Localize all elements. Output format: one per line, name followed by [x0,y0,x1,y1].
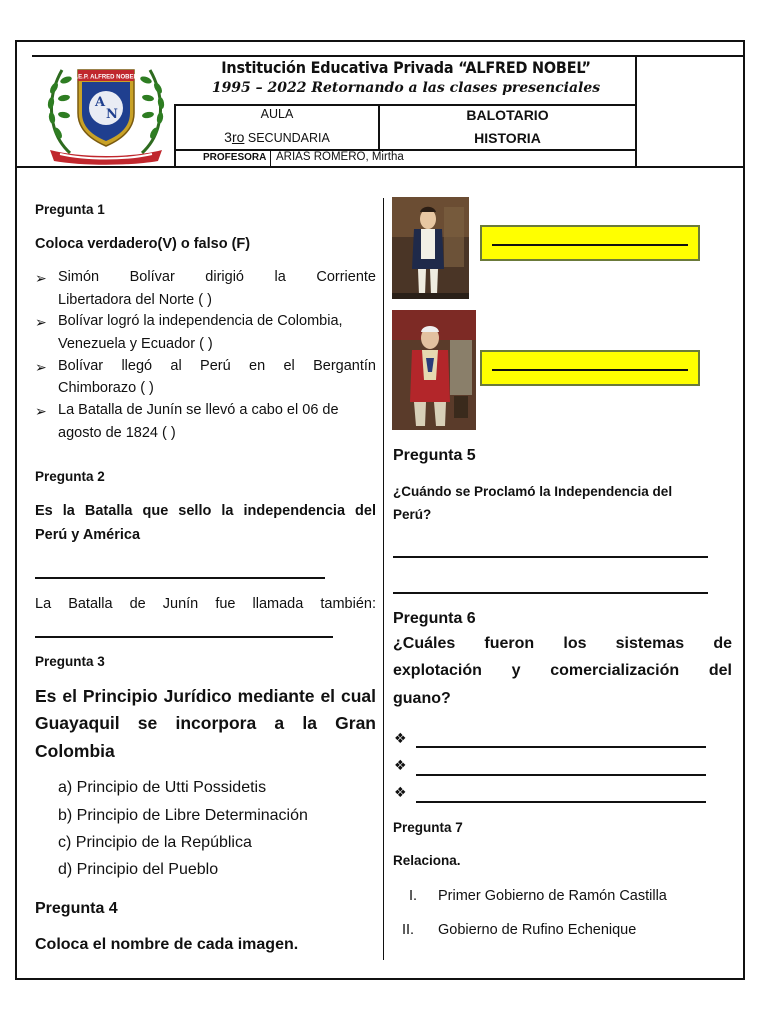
q7-item-1-num: I. [409,888,418,904]
column-divider [383,198,384,960]
q2-junin-answer-line[interactable] [35,636,333,638]
q2-title: Pregunta 2 [35,469,105,484]
q2-text-line1: Es la Batalla que sello la independencia del [35,503,376,519]
q3-stem-line1: Es el Principio Jurídico mediante el cual [35,686,376,706]
professor-label: PROFESORA [203,152,267,163]
q1-title: Pregunta 1 [35,202,105,217]
balotario-label: BALOTARIO [466,107,549,123]
grade-label: 3ro SECUNDARIA [224,129,330,145]
professor-name: ARIAS ROMERO, Mirtha [276,151,404,163]
header-v-prof [270,149,271,166]
q5-answer-line-1[interactable] [393,556,708,558]
q3-option-c[interactable]: c) Principio de la República [58,834,252,851]
q4-title: Pregunta 4 [35,900,118,917]
svg-text:A: A [94,95,106,110]
q2-answer-line[interactable] [35,577,325,579]
q5-title: Pregunta 5 [393,447,476,464]
portrait-viceroy [392,310,476,430]
q3-stem-line2: Guayaquil se incorpora a la Gran [35,713,376,733]
portrait-1-answer-box[interactable] [480,225,700,261]
q1-item-4-line2: agosto de 1824 ( ) [58,425,176,441]
diamond-bullet-icon: ❖ [394,784,407,800]
arrow-bullet-icon: ➢ [35,403,47,419]
q2-junin-text: La Batalla de Junín fue llamada también: [35,596,376,612]
q3-title: Pregunta 3 [35,654,105,669]
q1-item-1-line1: Simón Bolívar dirigió la Corriente [58,269,376,285]
q3-stem-line3: Colombia [35,741,115,761]
q1-item-1-line2: Libertadora del Norte ( ) [58,292,212,308]
q7-item-1-text: Primer Gobierno de Ramón Castilla [438,888,667,904]
subject-label: HISTORIA [474,130,541,146]
q5-answer-line-2[interactable] [393,592,708,594]
q6-title: Pregunta 6 [393,610,476,627]
q6-answer-line-1[interactable] [416,746,706,748]
institution-name: Institución Educativa Privada “ALFRED NOBEL” [221,58,591,77]
q7-instruction: Relaciona. [393,853,461,868]
q6-question-line1: ¿Cuáles fueron los sistemas de [393,635,732,652]
q3-option-d[interactable]: d) Principio del Pueblo [58,861,219,878]
q3-option-a[interactable]: a) Principio de Utti Possidetis [58,779,267,796]
q1-instruction: Coloca verdadero(V) o falso (F) [35,236,251,252]
school-logo [40,58,172,166]
q7-item-2-text: Gobierno de Rufino Echenique [438,922,637,938]
arrow-bullet-icon: ➢ [35,359,47,375]
q1-item-2-line1: Bolívar logró la independencia de Colombia, [58,313,343,329]
q7-title: Pregunta 7 [393,820,463,835]
q6-question-line3: guano? [393,690,451,707]
diamond-bullet-icon: ❖ [394,730,407,746]
diamond-bullet-icon: ❖ [394,757,407,773]
q7-item-2-num: II. [402,922,415,938]
arrow-bullet-icon: ➢ [35,314,47,330]
svg-text:N: N [106,107,118,122]
q6-question-line2: explotación y comercialización del [393,662,732,679]
header-lower-line [174,149,636,151]
q4-instruction: Coloca el nombre de cada imagen. [35,936,299,953]
q1-item-3-line1: Bolívar llegó al Perú en el Bergantín [58,358,376,374]
portrait-napoleon [392,197,469,299]
header-mid-line [174,104,636,106]
header-v-right [635,55,637,166]
q6-answer-line-3[interactable] [416,801,706,803]
q5-question-line2: Perú? [393,507,432,522]
aula-label: AULA [260,107,294,121]
arrow-bullet-icon: ➢ [35,270,47,286]
q3-option-b[interactable]: b) Principio de Libre Determinación [58,807,308,824]
q1-item-2-line2: Venezuela y Ecuador ( ) [58,336,213,352]
header-top-line [32,55,745,57]
q6-answer-line-2[interactable] [416,774,706,776]
institution-subtitle: 1995 – 2022 Retornando a las clases presenciales [211,80,601,96]
header-bottom-line [17,166,745,168]
logo-text: I.E.P. ALFRED NOBEL [74,74,138,81]
q5-question-line1: ¿Cuándo se Proclamó la Independencia del [393,484,673,499]
q1-item-3-line2: Chimborazo ( ) [58,380,154,396]
q1-item-4-line1: La Batalla de Junín se llevó a cabo el 06 de [58,402,339,418]
portrait-2-answer-box[interactable] [480,350,700,386]
q2-text-line2: Perú y América [35,527,141,543]
